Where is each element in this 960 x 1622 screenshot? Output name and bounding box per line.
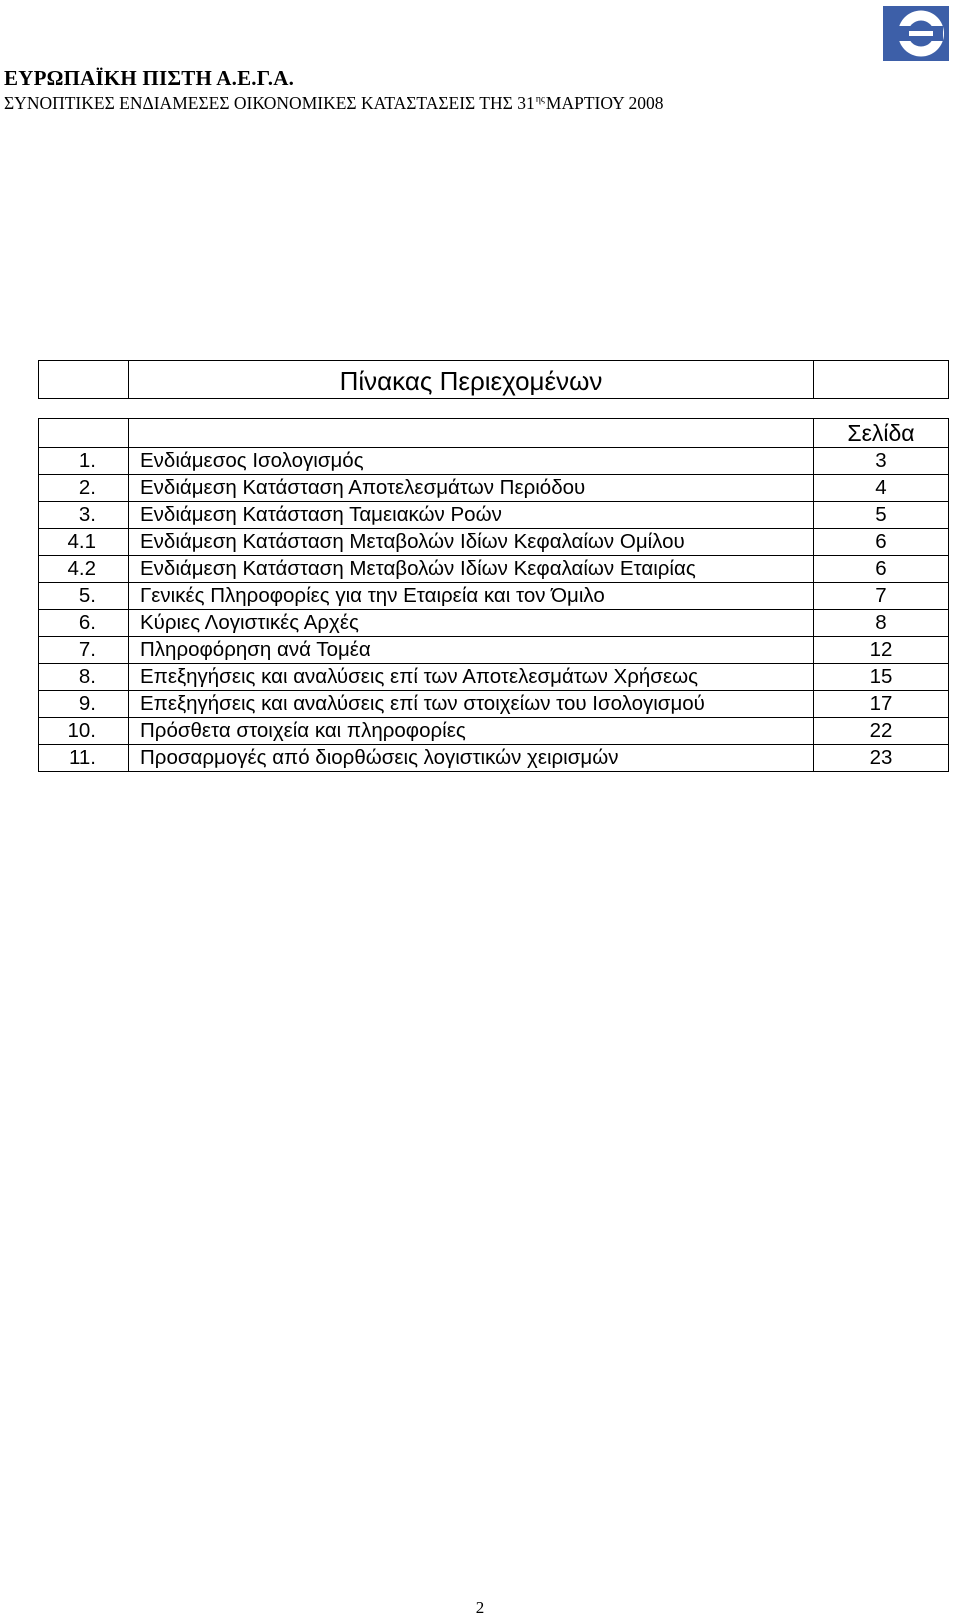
header-text-cell (129, 419, 814, 448)
toc-item-page: 17 (814, 691, 949, 718)
toc-item-title: Γενικές Πληροφορίες για την Εταιρεία και τον Όμιλο (129, 583, 814, 610)
header-num-cell (39, 419, 129, 448)
toc-item-page: 5 (814, 502, 949, 529)
toc-item-page: 6 (814, 556, 949, 583)
toc-row (39, 448, 949, 475)
toc-item-number: 8. (39, 664, 129, 691)
toc-item-number: 11. (39, 745, 129, 772)
toc-row (39, 610, 949, 637)
toc-item-number: 7. (39, 637, 129, 664)
toc-item-title: Ενδιάμεση Κατάσταση Μεταβολών Ιδίων Κεφαλαίων Ομίλου (129, 529, 814, 556)
subtitle-superscript: ης (535, 94, 545, 105)
toc-table (38, 418, 949, 772)
toc-row (39, 583, 949, 610)
toc-row (39, 637, 949, 664)
toc-row (39, 718, 949, 745)
toc-item-page: 4 (814, 475, 949, 502)
toc-item-title: Ενδιάμεση Κατάσταση Αποτελεσμάτων Περιόδου (129, 475, 814, 502)
toc-item-page: 23 (814, 745, 949, 772)
toc-item-number: 4.1 (39, 529, 129, 556)
toc-item-page: 8 (814, 610, 949, 637)
title-right-cell (814, 361, 949, 399)
subtitle-text: ΣΥΝΟΠΤΙΚΕΣ ΕΝΔΙΑΜΕΣΕΣ ΟΙΚΟΝΟΜΙΚΕΣ ΚΑΤΑΣΤΑΣΕΙΣ ΤΗΣ 31 (4, 93, 535, 113)
toc-row (39, 475, 949, 502)
toc-item-page: 12 (814, 637, 949, 664)
toc-row (39, 664, 949, 691)
toc-item-number: 9. (39, 691, 129, 718)
toc-item-number: 3. (39, 502, 129, 529)
toc-item-title: Ενδιάμεση Κατάσταση Μεταβολών Ιδίων Κεφαλαίων Εταιρίας (129, 556, 814, 583)
company-name: ΕΥΡΩΠΑΪΚΗ ΠΙΣΤΗ Α.Ε.Γ.Α. (4, 66, 295, 90)
toc-item-title: Ενδιάμεση Κατάσταση Ταμειακών Ροών (129, 502, 814, 529)
toc-item-number: 6. (39, 610, 129, 637)
toc-row (39, 529, 949, 556)
toc-item-number: 10. (39, 718, 129, 745)
toc-item-title: Προσαρμογές από διορθώσεις λογιστικών χειρισμών (129, 745, 814, 772)
toc-item-number: 1. (39, 448, 129, 475)
toc-item-title: Επεξηγήσεις και αναλύσεις επί των Αποτελεσμάτων Χρήσεως (129, 664, 814, 691)
toc-item-page: 7 (814, 583, 949, 610)
toc-row (39, 556, 949, 583)
toc-item-number: 2. (39, 475, 129, 502)
toc-row (39, 691, 949, 718)
toc-row (39, 745, 949, 772)
toc-item-title: Πρόσθετα στοιχεία και πληροφορίες (129, 718, 814, 745)
company-logo-icon (883, 6, 949, 61)
toc-title-table (38, 360, 949, 399)
toc-item-title: Ενδιάμεσος Ισολογισμός (129, 448, 814, 475)
toc-item-number: 5. (39, 583, 129, 610)
title-left-cell (39, 361, 129, 399)
toc-item-page: 22 (814, 718, 949, 745)
toc-item-number: 4.2 (39, 556, 129, 583)
page-column-header: Σελίδα (814, 419, 949, 448)
document-subtitle (4, 93, 663, 114)
toc-item-title: Επεξηγήσεις και αναλύσεις επί των στοιχείων του Ισολογισμού (129, 691, 814, 718)
subtitle-date: ΜΑΡΤΙΟΥ 2008 (545, 93, 664, 113)
toc-header-row (39, 419, 949, 448)
toc-item-title: Κύριες Λογιστικές Αρχές (129, 610, 814, 637)
toc-row (39, 502, 949, 529)
toc-title: Πίνακας Περιεχομένων (129, 361, 814, 399)
toc-item-page: 15 (814, 664, 949, 691)
toc-item-page: 3 (814, 448, 949, 475)
toc-item-title: Πληροφόρηση ανά Τομέα (129, 637, 814, 664)
page-number: 2 (475, 1598, 485, 1617)
toc-item-page: 6 (814, 529, 949, 556)
